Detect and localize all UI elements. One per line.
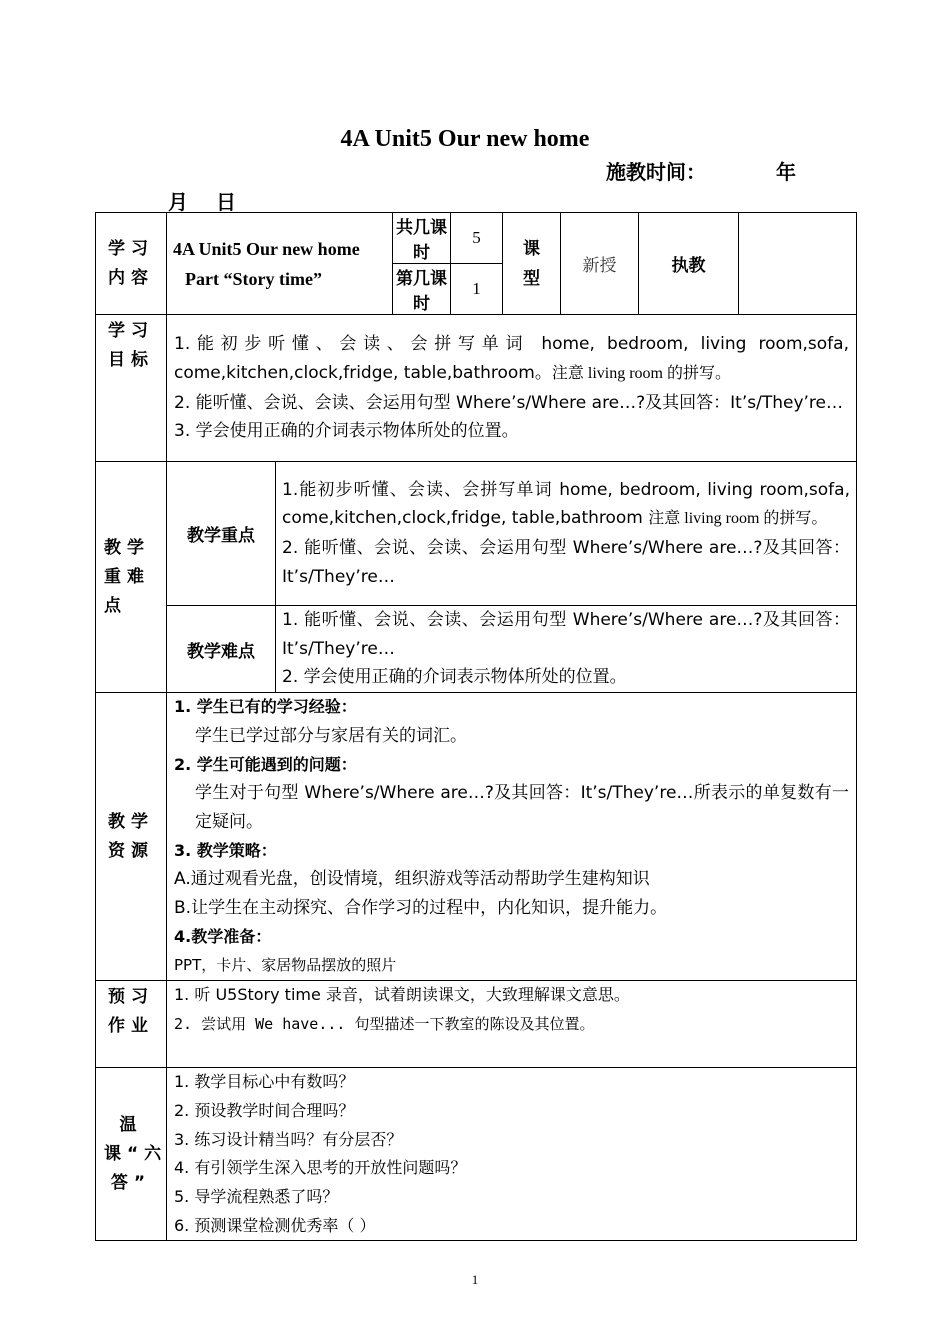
teaching-resources-cell	[167, 693, 857, 981]
difficult-point-1: 1. 能听懂、会说、会读、会运用句型 Where’s/Where are…?及其回答：It’s/They’re…	[282, 610, 850, 659]
key-point-2: 2. 能听懂、会说、会读、会运用句型 Where’s/Where are…?及其回答：It’s/They’re…	[282, 538, 850, 587]
resource-heading-4: 4.教学准备：	[174, 926, 272, 946]
resource-text-1: 学生已学过部分与家居有关的词汇。	[195, 725, 467, 746]
lesson-title-line1: 4A Unit5 Our new home	[173, 238, 360, 259]
teacher-value	[739, 213, 857, 315]
page-number: 1	[471, 1272, 479, 1287]
header-teaching-resources: 教学资源	[96, 693, 167, 981]
year-label: 年	[776, 160, 796, 184]
question-6: 6. 预测课堂检测优秀率（ ）	[174, 1215, 376, 1235]
goal-1: 1.能初步听懂、会读、会拼写单词 home, bedroom, living room,sofa, come,kitchen,clock,fridge, table,bathroom。注意 living room 的拼写。	[174, 334, 849, 383]
preview-homework-cell	[167, 981, 857, 1068]
question-3: 3. 练习设计精当吗？有分层否？	[174, 1129, 403, 1149]
nth-period-value: 1	[451, 264, 503, 315]
key-point-1: 1.能初步听懂、会读、会拼写单词 home, bedroom, living room,sofa, come,kitchen,clock,fridge, table,bathroom 注意 living room 的拼写。	[282, 479, 850, 529]
homework-1: 1. 听 U5Story time 录音，试着朗读课文，大致理解课文意思。	[174, 985, 630, 1005]
resource-heading-3: 3. 教学策略：	[174, 840, 277, 860]
teacher-label: 执教	[639, 213, 739, 315]
month-label: 月	[168, 190, 188, 214]
learning-goals-cell	[167, 315, 857, 462]
resource-text-3a: A.通过观看光盘，创设情境，组织游戏等活动帮助学生建构知识	[174, 869, 650, 890]
key-points-label: 教学重点	[167, 462, 276, 606]
lesson-plan-table	[95, 212, 857, 1241]
nth-period-label: 第几课时	[393, 264, 451, 315]
lesson-type-label: 课型	[503, 213, 561, 315]
resource-text-2: 学生对于句型 Where’s/Where are…?及其回答：It’s/They’re…所表示的单复数有一定疑问。	[195, 783, 849, 832]
resource-text-3b: B.让学生在主动探究、合作学习的过程中，内化知识，提升能力。	[174, 898, 668, 919]
resource-heading-2: 2. 学生可能遇到的问题：	[174, 754, 357, 774]
header-preview-homework: 预习作业	[96, 981, 167, 1068]
difficult-point-2: 2. 学会使用正确的介词表示物体所处的位置。	[282, 667, 627, 688]
lesson-type-value: 新授	[561, 213, 639, 315]
total-periods-label: 共几课时	[393, 213, 451, 264]
header-learning-content: 学习内容	[96, 213, 167, 315]
question-4: 4. 有引领学生深入思考的开放性问题吗？	[174, 1158, 467, 1178]
goal-2: 2. 能听懂、会说、会读、会运用句型 Where’s/Where are…?及其回答：It’s/They’re…	[174, 392, 843, 413]
resource-heading-1: 1. 学生已有的学习经验：	[174, 697, 357, 717]
resource-text-4: PPT，卡片、家居物品摆放的照片	[174, 956, 397, 975]
month-day-line	[168, 186, 236, 215]
six-questions-cell	[167, 1068, 857, 1241]
homework-2: 2. 尝试用 We have... 句型描述一下教室的陈设及其位置。	[174, 1014, 595, 1033]
time-label: 施教时间：	[606, 160, 706, 184]
header-learning-goals: 学习目标	[96, 315, 167, 462]
question-5: 5. 导学流程熟悉了吗？	[174, 1186, 339, 1206]
goal-3: 3. 学会使用正确的介词表示物体所处的位置。	[174, 421, 519, 442]
difficult-points-label: 教学难点	[167, 606, 276, 693]
total-periods-value: 5	[451, 213, 503, 264]
lesson-title-cell	[167, 213, 393, 315]
document-title: 4A Unit5 Our new home	[340, 126, 590, 152]
teaching-time-line	[606, 156, 796, 185]
day-label: 日	[216, 190, 236, 214]
difficult-points-cell	[276, 606, 857, 693]
question-1: 1. 教学目标心中有数吗？	[174, 1072, 355, 1092]
header-key-difficult-points: 教学重难点	[96, 462, 167, 693]
lesson-title-line2: Part “Story time”	[185, 268, 322, 289]
header-six-questions: 温课“六答”	[96, 1068, 167, 1241]
key-points-cell	[276, 462, 857, 606]
question-2: 2. 预设教学时间合理吗？	[174, 1100, 355, 1120]
